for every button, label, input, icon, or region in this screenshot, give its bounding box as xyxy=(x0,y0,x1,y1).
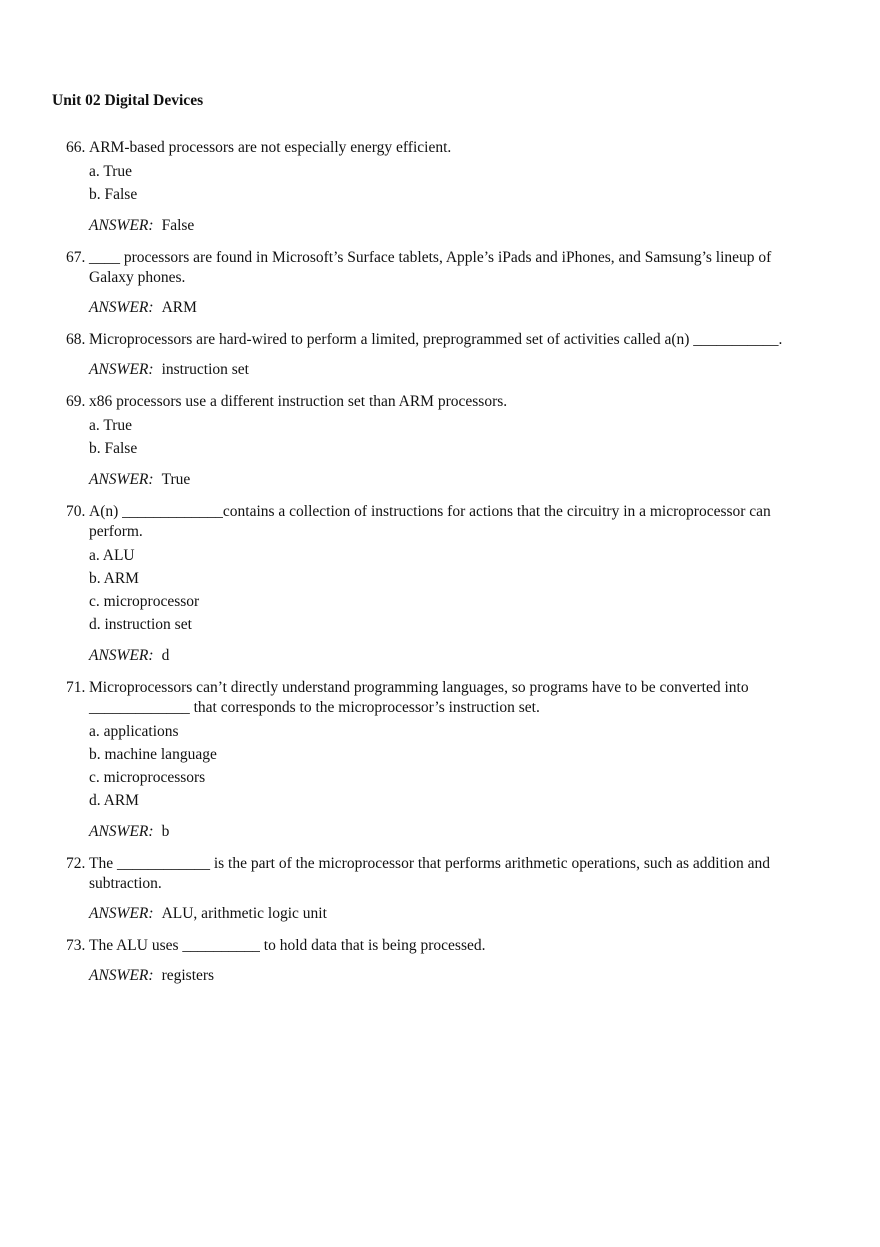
answer-value: False xyxy=(161,217,195,234)
choice-list xyxy=(89,720,806,812)
question-item-68 xyxy=(66,330,806,380)
answer-choice: a. True xyxy=(89,163,133,180)
answer-choice: b. False xyxy=(89,440,138,457)
answer-choice: a. ALU xyxy=(89,547,135,564)
answer-label: ANSWER: xyxy=(89,217,154,234)
answer-value: ARM xyxy=(161,299,197,316)
answer-line xyxy=(89,470,806,490)
answer-value: instruction set xyxy=(161,361,249,378)
answer-choice: a. True xyxy=(89,417,133,434)
question-line xyxy=(66,248,806,288)
question-item-71 xyxy=(66,678,806,842)
answer-choice: d. ARM xyxy=(89,792,139,809)
choice-list xyxy=(89,544,806,636)
question-text: Microprocessors are hard-wired to perform a limited, preprogrammed set of activities called a(n) ___________. xyxy=(89,331,783,348)
question-item-66 xyxy=(66,138,806,236)
answer-value: d xyxy=(161,647,170,664)
question-line xyxy=(66,854,806,894)
answer-label: ANSWER: xyxy=(89,647,154,664)
question-line xyxy=(66,678,806,718)
question-number: 73. xyxy=(66,937,86,954)
choice-list xyxy=(89,160,806,206)
question-number: 70. xyxy=(66,503,86,520)
question-text: The ____________ is the part of the microprocessor that performs arithmetic operations, such as addition and subtraction. xyxy=(89,855,770,892)
question-number: 68. xyxy=(66,331,86,348)
answer-value: True xyxy=(161,471,191,488)
answer-value: b xyxy=(161,823,170,840)
answer-choice: c. microprocessor xyxy=(89,593,200,610)
answer-line xyxy=(89,822,806,842)
question-item-70 xyxy=(66,502,806,666)
answer-label: ANSWER: xyxy=(89,905,154,922)
question-number: 66. xyxy=(66,139,86,156)
answer-line xyxy=(89,298,806,318)
answer-choice: c. microprocessors xyxy=(89,769,206,786)
unit-title: Unit 02 Digital Devices xyxy=(52,92,204,109)
question-line xyxy=(66,502,806,542)
answer-line xyxy=(89,966,806,986)
question-number: 72. xyxy=(66,855,86,872)
answer-label: ANSWER: xyxy=(89,471,154,488)
question-line xyxy=(66,138,806,158)
answer-label: ANSWER: xyxy=(89,361,154,378)
question-item-73 xyxy=(66,936,806,986)
answer-label: ANSWER: xyxy=(89,299,154,316)
question-text: x86 processors use a different instruction set than ARM processors. xyxy=(89,393,508,410)
answer-choice: d. instruction set xyxy=(89,616,192,633)
question-line xyxy=(66,330,806,350)
answer-choice: b. ARM xyxy=(89,570,139,587)
question-item-67 xyxy=(66,248,806,318)
question-item-72 xyxy=(66,854,806,924)
question-line xyxy=(66,392,806,412)
answer-line xyxy=(89,646,806,666)
question-text: ____ processors are found in Microsoft’s Surface tablets, Apple’s iPads and iPhones, and Samsung’s lineup of Galaxy phones. xyxy=(89,249,772,286)
question-number: 69. xyxy=(66,393,86,410)
answer-choice: b. False xyxy=(89,186,138,203)
answer-value: registers xyxy=(161,967,215,984)
question-line xyxy=(66,936,806,956)
question-number: 71. xyxy=(66,679,86,696)
answer-line xyxy=(89,360,806,380)
answer-choice: a. applications xyxy=(89,723,179,740)
answer-line xyxy=(89,216,806,236)
answer-choice: b. machine language xyxy=(89,746,217,763)
answer-value: ALU, arithmetic logic unit xyxy=(161,905,327,922)
answer-label: ANSWER: xyxy=(89,967,154,984)
question-item-69 xyxy=(66,392,806,490)
question-text: The ALU uses __________ to hold data that is being processed. xyxy=(89,937,486,954)
question-list xyxy=(66,138,806,998)
question-number: 67. xyxy=(66,249,86,266)
answer-line xyxy=(89,904,806,924)
question-text: ARM-based processors are not especially energy efficient. xyxy=(89,139,452,156)
question-text: A(n) _____________contains a collection of instructions for actions that the circuitry in a microprocessor can perform. xyxy=(89,503,771,540)
question-text: Microprocessors can’t directly understand programming languages, so programs have to be converted into _____________ that corresponds to the microprocessor’s instruction set. xyxy=(89,679,749,716)
answer-label: ANSWER: xyxy=(89,823,154,840)
choice-list xyxy=(89,414,806,460)
